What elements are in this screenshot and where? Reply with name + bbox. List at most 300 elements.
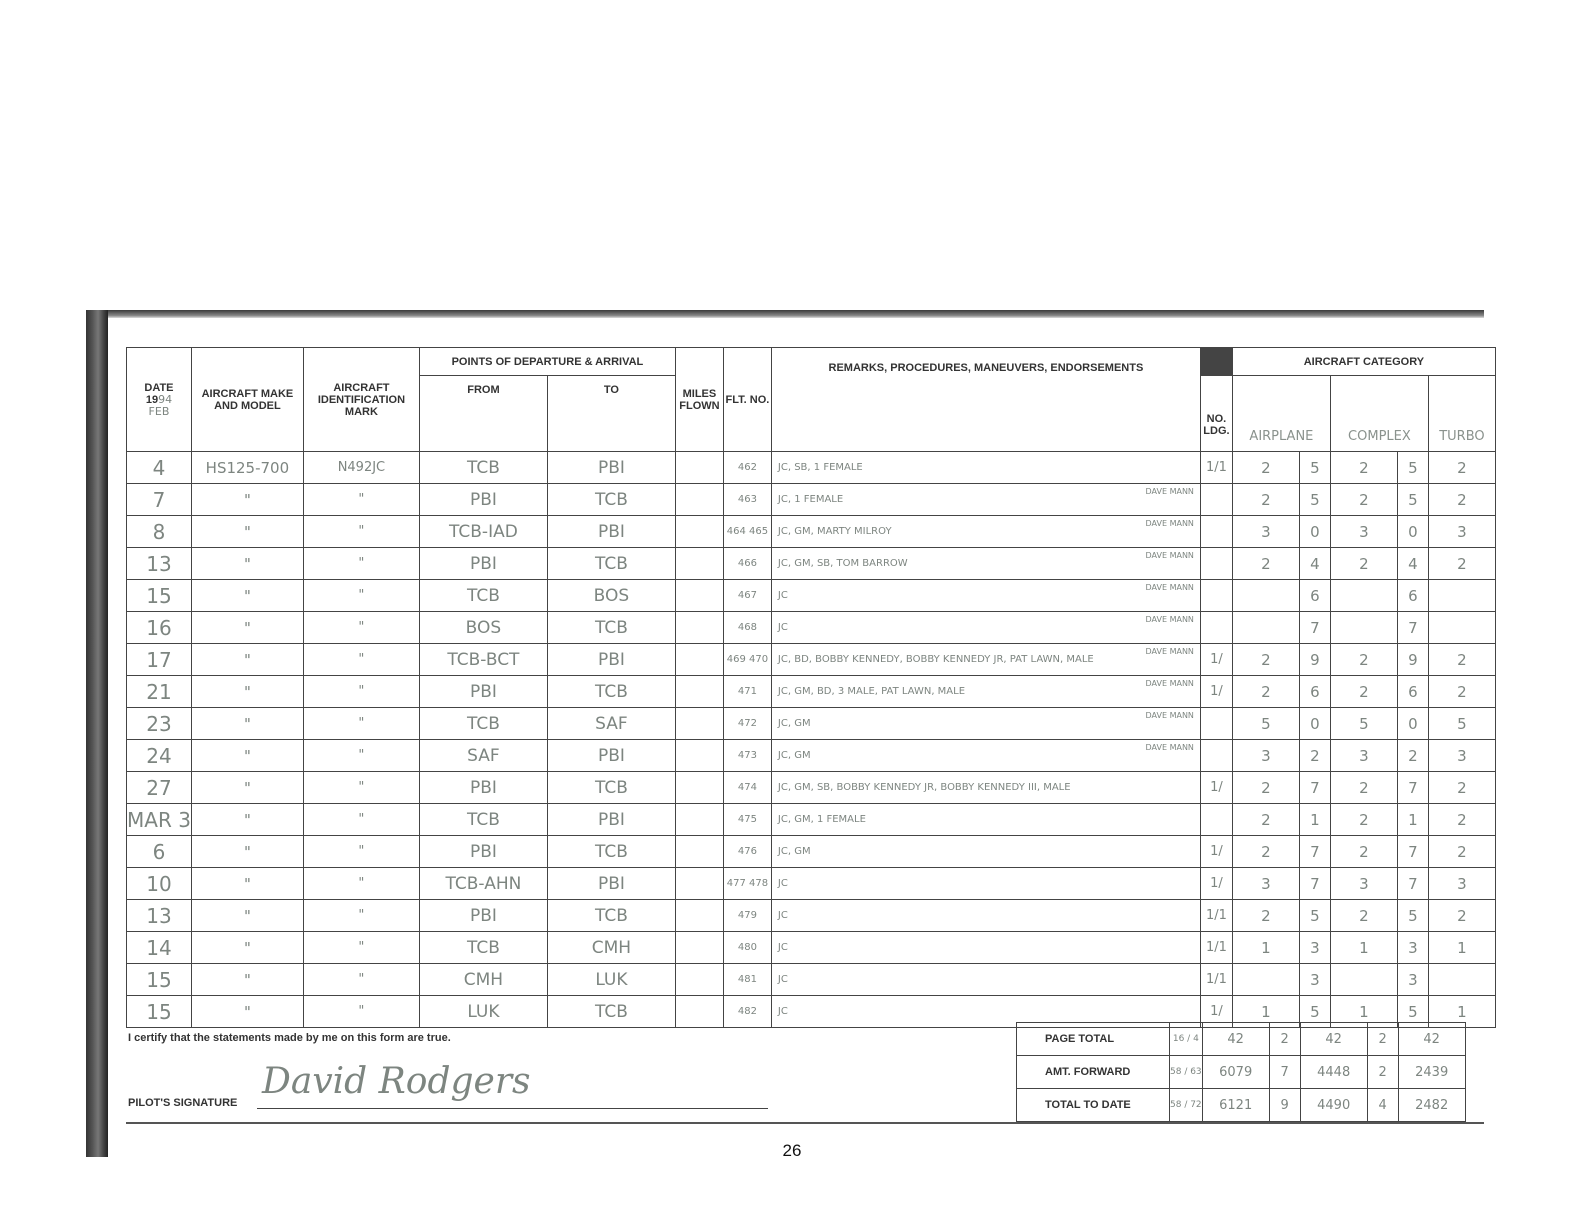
landings [1200,740,1232,772]
landings: 1/ [1200,836,1232,868]
airplane-tenths: 5 [1299,900,1330,932]
log-date: 10 [127,868,192,900]
log-row [127,548,1496,580]
complex-tenths: 3 [1397,932,1428,964]
departure-point: TCB [419,932,547,964]
dark-header-block [1200,348,1232,376]
departure-point: TCB [419,452,547,484]
remarks: JC, GM [771,836,1200,868]
complex-hours: 2 [1330,676,1397,708]
airplane-hours: 2 [1232,900,1299,932]
log-date: 7 [127,484,192,516]
signature-label: PILOT'S SIGNATURE [128,1097,238,1109]
arrival-point: TCB [547,900,675,932]
aircraft-ident: " [303,900,419,932]
log-row [127,964,1496,996]
log-header [127,348,1496,452]
amt-forward-row [1017,1056,1466,1089]
aircraft-ident: " [303,612,419,644]
turbo-hours [1428,964,1495,996]
instructor-name: DAVE MANN [1145,583,1194,592]
arrival-point: TCB [547,484,675,516]
pilot-signature: David Rodgers [262,1061,531,1102]
flight-number: 463 [723,484,771,516]
total-ldg: 58 / 72 [1170,1089,1203,1122]
complex-tenths: 6 [1397,580,1428,612]
aircraft-ident: " [303,708,419,740]
log-date: 24 [127,740,192,772]
airplane-hours [1232,964,1299,996]
total-value: 42 [1300,1023,1367,1056]
aircraft-make-model: " [191,868,303,900]
miles-header: MILES FLOWN [675,348,723,452]
complex-hours: 1 [1330,932,1397,964]
departure-point: LUK [419,996,547,1028]
arrival-point: TCB [547,612,675,644]
category-header: AIRCRAFT CATEGORY [1232,348,1495,376]
landings: 1/ [1200,996,1232,1028]
aircraft-ident: " [303,676,419,708]
airplane-hours: 3 [1232,516,1299,548]
miles-flown [675,804,723,836]
remarks: JC [771,868,1200,900]
arrival-point: PBI [547,452,675,484]
complex-hours: 1 [1330,996,1397,1028]
airplane-hours: 3 [1232,740,1299,772]
airplane-hours: 2 [1232,452,1299,484]
departure-point: TCB [419,804,547,836]
remarks: JC [771,996,1200,1028]
log-row [127,516,1496,548]
arrival-point: TCB [547,676,675,708]
remarks: JC DAVE MANN [771,612,1200,644]
total-ldg: 58 / 63 [1170,1056,1203,1089]
complex-hours [1330,580,1397,612]
aircraft-ident: " [303,804,419,836]
log-row [127,740,1496,772]
complex-hours [1330,964,1397,996]
miles-flown [675,612,723,644]
instructor-name: DAVE MANN [1145,487,1194,496]
instructor-name: DAVE MANN [1145,615,1194,624]
log-row [127,580,1496,612]
aircraft-ident: " [303,484,419,516]
remarks-header: REMARKS, PROCEDURES, MANEUVERS, ENDORSEMENTS [771,348,1200,452]
complex-hours: 2 [1330,452,1397,484]
turbo-hours: 3 [1428,740,1495,772]
airplane-hours [1232,580,1299,612]
landings [1200,708,1232,740]
aircraft-ident: " [303,868,419,900]
log-row [127,836,1496,868]
arrival-point: TCB [547,772,675,804]
aircraft-make-model: " [191,932,303,964]
remarks: JC, SB, 1 FEMALE [771,452,1200,484]
miles-flown [675,484,723,516]
log-row [127,804,1496,836]
landings: 1/ [1200,772,1232,804]
aircraft-ident: " [303,580,419,612]
flight-number: 474 [723,772,771,804]
airplane-hours [1232,612,1299,644]
aircraft-make-model: " [191,740,303,772]
category-complex-header: COMPLEX [1330,376,1428,452]
instructor-name: DAVE MANN [1145,551,1194,560]
remarks: JC, GM, 1 FEMALE [771,804,1200,836]
log-date: 23 [127,708,192,740]
airplane-hours: 1 [1232,996,1299,1028]
log-date: 17 [127,644,192,676]
turbo-hours [1428,612,1495,644]
departure-point: PBI [419,772,547,804]
airplane-hours: 2 [1232,548,1299,580]
arrival-point: LUK [547,964,675,996]
airplane-tenths: 3 [1299,932,1330,964]
complex-hours: 2 [1330,772,1397,804]
remarks: JC, GM, BD, 3 MALE, PAT LAWN, MALE DAVE MANN [771,676,1200,708]
landings: 1/ [1200,676,1232,708]
total-value: 6121 [1202,1089,1269,1122]
aircraft-ident: " [303,740,419,772]
log-body [127,452,1496,1028]
log-date: 14 [127,932,192,964]
airplane-tenths: 2 [1299,740,1330,772]
turbo-hours: 2 [1428,804,1495,836]
landings: 1/1 [1200,932,1232,964]
flight-number: 464 465 [723,516,771,548]
aircraft-make-model: " [191,772,303,804]
airplane-hours: 3 [1232,868,1299,900]
arrival-point: PBI [547,868,675,900]
aircraft-ident: " [303,548,419,580]
aircraft-make-model: " [191,548,303,580]
log-date: 16 [127,612,192,644]
aircraft-ident: " [303,836,419,868]
airplane-tenths: 7 [1299,772,1330,804]
airplane-hours: 2 [1232,836,1299,868]
complex-tenths: 0 [1397,708,1428,740]
page-total-label: PAGE TOTAL [1017,1023,1170,1056]
miles-flown [675,996,723,1028]
complex-hours: 2 [1330,804,1397,836]
aircraft-make-model: " [191,708,303,740]
turbo-hours: 2 [1428,836,1495,868]
month-handwritten: FEB [148,404,170,418]
log-row [127,900,1496,932]
flight-number: 476 [723,836,771,868]
departure-point: PBI [419,676,547,708]
instructor-name: DAVE MANN [1145,743,1194,752]
to-header: TO [547,376,675,452]
complex-tenths: 5 [1397,484,1428,516]
departure-point: TCB-AHN [419,868,547,900]
remarks: JC [771,900,1200,932]
departure-point: TCB-IAD [419,516,547,548]
aircraft-make-model: " [191,516,303,548]
turbo-hours: 3 [1428,516,1495,548]
aircraft-make-model: " [191,836,303,868]
arrival-point: SAF [547,708,675,740]
turbo-hours: 1 [1428,996,1495,1028]
total-value: 2 [1367,1056,1398,1089]
aircraft-make-model: " [191,644,303,676]
miles-flown [675,740,723,772]
complex-hours: 2 [1330,644,1397,676]
departure-point: PBI [419,900,547,932]
miles-flown [675,836,723,868]
landings: 1/1 [1200,900,1232,932]
flight-number: 466 [723,548,771,580]
flight-number: 468 [723,612,771,644]
flight-number: 469 470 [723,644,771,676]
log-date: 4 [127,452,192,484]
year-handwritten: 94 [158,392,173,406]
flight-log-table [126,347,1496,1028]
total-value: 2439 [1398,1056,1465,1089]
aircraft-make-model: " [191,484,303,516]
log-date: 15 [127,964,192,996]
airplane-hours: 1 [1232,932,1299,964]
ident-mark-header: AIRCRAFT IDENTIFICATION MARK [303,348,419,452]
log-row [127,676,1496,708]
totals-table [1016,1022,1466,1122]
log-row [127,484,1496,516]
airplane-tenths: 7 [1299,836,1330,868]
landings: 1/ [1200,868,1232,900]
flight-number: 467 [723,580,771,612]
miles-flown [675,708,723,740]
log-date: 6 [127,836,192,868]
total-to-date-label: TOTAL TO DATE [1017,1089,1170,1122]
complex-tenths: 5 [1397,452,1428,484]
complex-hours: 3 [1330,516,1397,548]
arrival-point: PBI [547,804,675,836]
airplane-hours: 5 [1232,708,1299,740]
total-value: 42 [1398,1023,1465,1056]
departure-point: TCB-BCT [419,644,547,676]
turbo-hours: 2 [1428,548,1495,580]
arrival-point: PBI [547,516,675,548]
complex-hours: 3 [1330,740,1397,772]
airplane-tenths: 7 [1299,612,1330,644]
departure-point: BOS [419,612,547,644]
aircraft-make-model: " [191,580,303,612]
remarks: JC [771,964,1200,996]
log-row [127,452,1496,484]
turbo-hours: 2 [1428,676,1495,708]
log-date: 13 [127,548,192,580]
signature-line [257,1108,768,1109]
aircraft-ident: N492JC [303,452,419,484]
complex-tenths: 3 [1397,964,1428,996]
miles-flown [675,932,723,964]
departure-point: PBI [419,484,547,516]
page-total-row [1017,1023,1466,1056]
airplane-tenths: 5 [1299,452,1330,484]
aircraft-make-model: " [191,676,303,708]
miles-flown [675,900,723,932]
aircraft-ident: " [303,644,419,676]
complex-hours: 2 [1330,548,1397,580]
complex-hours: 2 [1330,484,1397,516]
turbo-hours: 2 [1428,484,1495,516]
log-date: 15 [127,580,192,612]
arrival-point: PBI [547,644,675,676]
departure-point: CMH [419,964,547,996]
airplane-hours: 2 [1232,804,1299,836]
complex-hours: 2 [1330,900,1397,932]
remarks: JC, GM DAVE MANN [771,708,1200,740]
airplane-tenths: 0 [1299,708,1330,740]
airplane-hours: 2 [1232,772,1299,804]
airplane-hours: 2 [1232,484,1299,516]
flight-number: 481 [723,964,771,996]
landings [1200,484,1232,516]
total-value: 9 [1269,1089,1300,1122]
landings [1200,548,1232,580]
log-row [127,708,1496,740]
airplane-tenths: 9 [1299,644,1330,676]
arrival-point: PBI [547,740,675,772]
miles-flown [675,868,723,900]
turbo-hours: 3 [1428,868,1495,900]
aircraft-ident: " [303,932,419,964]
log-row [127,644,1496,676]
complex-hours: 2 [1330,836,1397,868]
airplane-tenths: 6 [1299,580,1330,612]
category-airplane-header: AIRPLANE [1232,376,1330,452]
instructor-name: DAVE MANN [1145,519,1194,528]
landings: 1/1 [1200,452,1232,484]
aircraft-make-model: " [191,964,303,996]
turbo-hours: 2 [1428,644,1495,676]
complex-tenths: 5 [1397,996,1428,1028]
arrival-point: TCB [547,836,675,868]
airplane-tenths: 4 [1299,548,1330,580]
complex-tenths: 4 [1397,548,1428,580]
logbook-binding-top [86,310,1484,318]
flt-header: FLT. NO. [723,348,771,452]
aircraft-ident: " [303,772,419,804]
landings: 1/ [1200,644,1232,676]
turbo-hours [1428,580,1495,612]
turbo-hours: 2 [1428,452,1495,484]
remarks: JC, GM, SB, BOBBY KENNEDY JR, BOBBY KENNEDY III, MALE [771,772,1200,804]
miles-flown [675,772,723,804]
aircraft-make-model: " [191,804,303,836]
departure-point: TCB [419,708,547,740]
landings [1200,580,1232,612]
flight-number: 480 [723,932,771,964]
category-turbo-header: TURBO [1428,376,1495,452]
departure-point: PBI [419,548,547,580]
landings [1200,612,1232,644]
total-value: 2 [1367,1023,1398,1056]
complex-tenths: 9 [1397,644,1428,676]
flight-number: 471 [723,676,771,708]
aircraft-make-model: " [191,996,303,1028]
departure-point: SAF [419,740,547,772]
complex-tenths: 7 [1397,612,1428,644]
airplane-tenths: 5 [1299,996,1330,1028]
page-number: 26 [782,1141,802,1160]
instructor-name: DAVE MANN [1145,679,1194,688]
departure-point: TCB [419,580,547,612]
complex-tenths: 7 [1397,868,1428,900]
miles-flown [675,452,723,484]
complex-tenths: 2 [1397,740,1428,772]
flight-number: 479 [723,900,771,932]
remarks: JC, GM DAVE MANN [771,740,1200,772]
total-to-date-row [1017,1089,1466,1122]
miles-flown [675,548,723,580]
landings [1200,516,1232,548]
remarks: JC, GM, MARTY MILROY DAVE MANN [771,516,1200,548]
total-value: 2 [1269,1023,1300,1056]
complex-hours [1330,612,1397,644]
complex-tenths: 0 [1397,516,1428,548]
total-value: 4 [1367,1089,1398,1122]
aircraft-make-model: " [191,612,303,644]
flight-number: 462 [723,452,771,484]
airplane-tenths: 3 [1299,964,1330,996]
aircraft-ident: " [303,516,419,548]
flight-number: 477 478 [723,868,771,900]
from-header: FROM [419,376,547,452]
flight-number: 475 [723,804,771,836]
log-date: 27 [127,772,192,804]
log-date: 15 [127,996,192,1028]
airplane-tenths: 1 [1299,804,1330,836]
miles-flown [675,676,723,708]
aircraft-make-model: HS125-700 [191,452,303,484]
complex-tenths: 5 [1397,900,1428,932]
airplane-tenths: 6 [1299,676,1330,708]
log-date: 13 [127,900,192,932]
airplane-hours: 2 [1232,676,1299,708]
total-value: 42 [1202,1023,1269,1056]
total-value: 7 [1269,1056,1300,1089]
log-date: 8 [127,516,192,548]
log-row [127,772,1496,804]
remarks: JC DAVE MANN [771,580,1200,612]
aircraft-ident: " [303,996,419,1028]
flight-number: 472 [723,708,771,740]
arrival-point: TCB [547,996,675,1028]
miles-flown [675,580,723,612]
airplane-tenths: 0 [1299,516,1330,548]
turbo-hours: 2 [1428,900,1495,932]
instructor-name: DAVE MANN [1145,711,1194,720]
arrival-point: CMH [547,932,675,964]
turbo-hours: 5 [1428,708,1495,740]
aircraft-make-model: " [191,900,303,932]
make-model-header: AIRCRAFT MAKE AND MODEL [191,348,303,452]
departure-point: PBI [419,836,547,868]
miles-flown [675,516,723,548]
log-date: MAR 3 [127,804,192,836]
complex-tenths: 7 [1397,772,1428,804]
miles-flown [675,964,723,996]
no-ldg-header: NO. LDG. [1200,376,1232,452]
complex-tenths: 7 [1397,836,1428,868]
landings: 1/1 [1200,964,1232,996]
total-value: 4490 [1300,1089,1367,1122]
turbo-hours: 1 [1428,932,1495,964]
flight-number: 482 [723,996,771,1028]
total-value: 2482 [1398,1089,1465,1122]
log-row [127,932,1496,964]
